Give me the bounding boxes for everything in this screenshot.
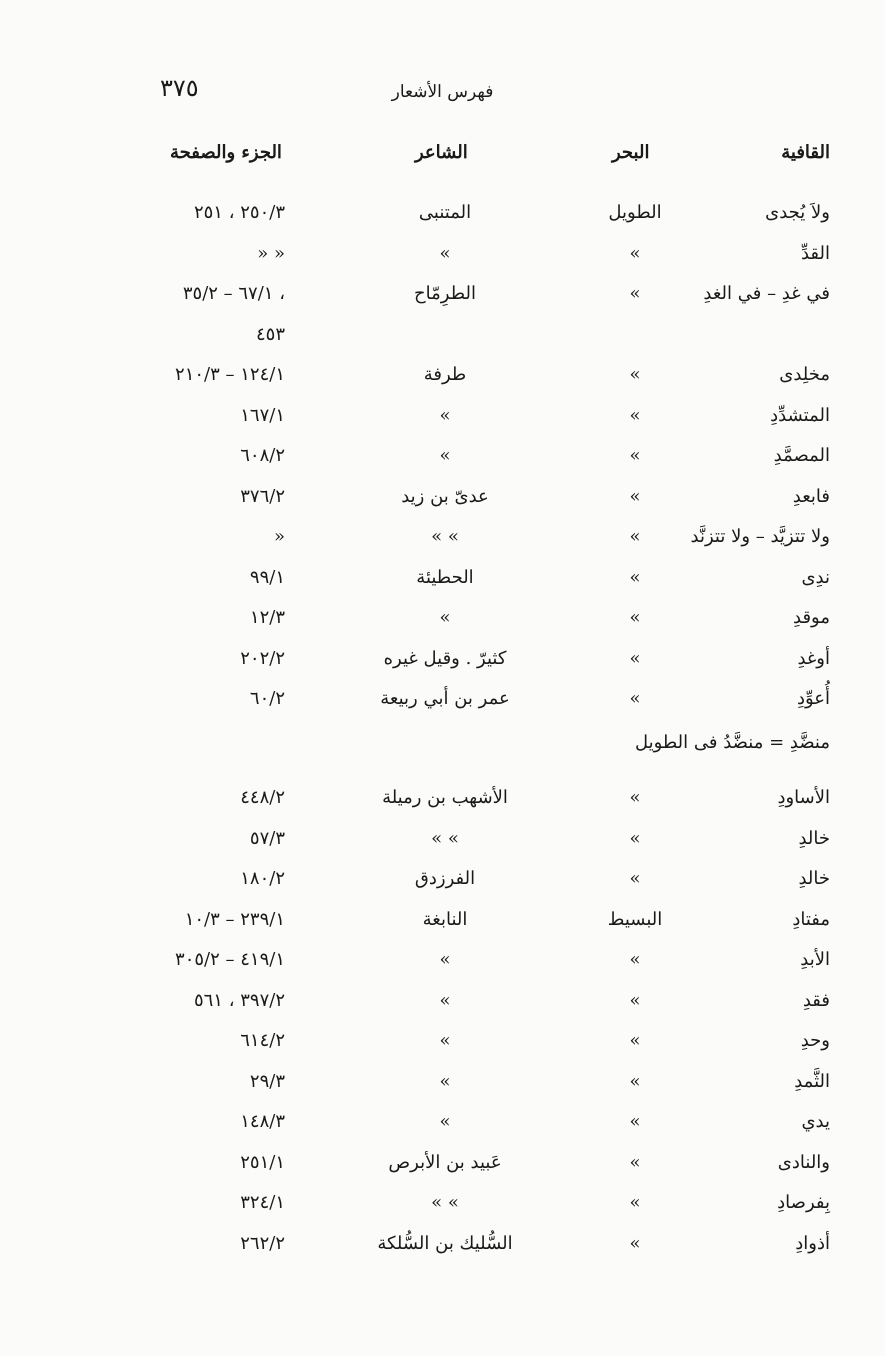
meter-cell: » — [629, 1030, 641, 1051]
page-number: ٣٧٥ — [160, 74, 199, 102]
rhyme-cell: مخلِدى — [779, 364, 830, 385]
volume-page-cell: ٦٠٨/٢ — [240, 445, 285, 466]
rhyme-cell: فقدِ — [802, 989, 830, 1011]
meter-cell: » — [629, 1111, 641, 1132]
rhyme-cell: الأبدِ — [800, 949, 830, 970]
volume-page-cell: ٣٢٤/١ — [240, 1192, 285, 1213]
meter-cell: الطويل — [608, 202, 662, 223]
volume-page-cell: ١٨٠/٢ — [240, 868, 285, 889]
rhyme-cell: والنادى — [777, 1151, 830, 1173]
table-row — [0, 787, 885, 827]
table-row — [0, 648, 885, 688]
meter-cell: » — [629, 283, 641, 304]
table-row — [0, 1152, 885, 1192]
volume-page-cell: ٤٥٣ — [255, 323, 285, 345]
volume-page-cell: ٢٣٩/١ – ١٠/٣ — [184, 908, 285, 930]
rhyme-cell: ولا تتزيَّد – ولا تتزنَّد — [690, 526, 830, 547]
table-row — [0, 607, 885, 647]
poet-cell: » — [439, 1070, 451, 1092]
volume-page-cell: ١٤٨/٣ — [240, 1111, 285, 1132]
rhyme-cell: الثَّمدِ — [794, 1070, 830, 1092]
rhyme-cell: المصمَّدِ — [773, 445, 830, 466]
poet-cell: المتنبى — [418, 202, 472, 223]
meter-cell: » — [629, 404, 641, 426]
poet-cell: » — [439, 1030, 451, 1051]
poet-cell: » — [439, 445, 451, 466]
table-row — [0, 405, 885, 445]
meter-cell: » — [629, 989, 641, 1011]
rhyme-cell: ولاَ يُجدى — [765, 202, 830, 223]
meter-cell: » — [629, 787, 641, 808]
rhyme-cell: بِفرصادِ — [777, 1192, 830, 1213]
rhyme-cell: أوغدِ — [797, 647, 830, 669]
poet-cell: الأشهب بن رميلة — [382, 787, 508, 808]
rhyme-cell: خالدِ — [798, 827, 830, 849]
rhyme-cell: خالدِ — [798, 868, 830, 889]
poet-cell: الحطيئة — [416, 566, 474, 588]
volume-page-cell: ٥٧/٣ — [249, 827, 285, 849]
column-header-rhyme: القافية — [781, 142, 830, 163]
table-row — [0, 1192, 885, 1232]
poet-cell: عَبيد بن الأبرص — [388, 1151, 502, 1173]
table-row — [0, 1030, 885, 1070]
table-row — [0, 486, 885, 526]
meter-cell: البسيط — [607, 908, 663, 930]
table-row — [0, 243, 885, 283]
poet-cell: » — [439, 607, 451, 628]
rhyme-cell: فابعدِ — [792, 485, 830, 507]
table-row — [0, 688, 885, 728]
meter-cell: » — [629, 364, 641, 385]
meter-cell: » — [629, 1151, 641, 1173]
page-title: فهرس الأشعار — [391, 82, 494, 102]
meter-cell: » — [629, 445, 641, 466]
meter-cell: » — [629, 1070, 641, 1092]
volume-page-cell: ١٢/٣ — [249, 607, 285, 628]
poet-cell: كثيرّ . وقيل غيره — [383, 647, 507, 669]
poet-cell: السُّليك بن السُّلكة — [377, 1232, 513, 1254]
table-row — [0, 1233, 885, 1273]
volume-page-cell: ١٦٧/١ — [240, 404, 285, 426]
volume-page-cell: » — [273, 526, 285, 547]
table-row — [0, 324, 885, 364]
rhyme-cell: المتشدِّدِ — [770, 404, 830, 426]
meter-cell: » — [629, 242, 641, 264]
table-row — [0, 445, 885, 485]
table-row — [0, 909, 885, 949]
poet-cell: الفرزدق — [414, 868, 476, 889]
rhyme-cell: مفتادِ — [792, 908, 830, 930]
volume-page-cell: ٦٠/٢ — [249, 688, 285, 709]
rhyme-cell: الأساودِ — [777, 787, 830, 808]
meter-cell: » — [629, 485, 641, 507]
table-row — [0, 364, 885, 404]
volume-page-cell: ٢٦٢/٢ — [240, 1232, 285, 1254]
table-row — [0, 567, 885, 607]
table-row — [0, 949, 885, 989]
meter-cell: » — [629, 868, 641, 889]
table-row — [0, 828, 885, 868]
volume-page-cell: » » — [257, 242, 285, 264]
volume-page-cell: ٤٤٨/٢ — [240, 787, 285, 808]
rhyme-cell: أُعوِّدِ — [796, 688, 830, 709]
meter-cell: » — [629, 688, 641, 709]
rhyme-cell: أذوادِ — [795, 1232, 830, 1254]
table-row — [0, 283, 885, 323]
poet-cell: » — [439, 1111, 451, 1132]
poet-cell: الطرِمّاح — [414, 283, 476, 304]
meter-cell: » — [629, 1232, 641, 1254]
volume-page-cell: ٢٩/٣ — [249, 1070, 285, 1092]
meter-cell: » — [629, 1192, 641, 1213]
poet-cell: طرفة — [423, 364, 467, 385]
volume-page-cell: ٢٥٠/٣ ، ٢٥١ — [193, 202, 285, 223]
volume-page-cell: ٢٠٢/٢ — [240, 647, 285, 669]
volume-page-cell: ٦١٤/٢ — [240, 1030, 285, 1051]
rhyme-cell: ندِى — [801, 566, 830, 588]
volume-page-cell: ٣٧٦/٢ — [240, 485, 285, 507]
poet-cell: عمر بن أبي ربيعة — [380, 688, 510, 709]
table-row — [0, 202, 885, 242]
poet-cell: » — [439, 989, 451, 1011]
table-row — [0, 868, 885, 908]
column-header-poet: الشاعر — [415, 142, 468, 163]
poet-cell: » — [439, 949, 451, 970]
poet-cell: » » — [431, 1192, 459, 1213]
rhyme-cell: موقدِ — [793, 607, 830, 628]
table-row — [0, 1111, 885, 1151]
volume-page-cell: ٣٩٧/٢ ، ٥٦١ — [193, 989, 285, 1011]
volume-page-cell: ٩٩/١ — [249, 566, 285, 588]
poet-cell: » — [439, 404, 451, 426]
meter-cell: » — [629, 647, 641, 669]
meter-cell: » — [629, 827, 641, 849]
volume-page-cell: ٦٧/١ – ٣٥/٢ ، — [182, 283, 285, 304]
poet-cell: » — [439, 242, 451, 264]
rhyme-cell: وحدِ — [800, 1030, 830, 1051]
volume-page-cell: ٢٥١/١ — [240, 1151, 285, 1173]
meter-cell: » — [629, 526, 641, 547]
volume-page-cell: ٤١٩/١ – ٣٠٥/٢ — [175, 949, 285, 970]
meter-cell: » — [629, 566, 641, 588]
rhyme-cell: يدي — [801, 1111, 830, 1132]
poet-cell: » » — [431, 526, 459, 547]
meter-cell: » — [629, 607, 641, 628]
column-header-meter: البحر — [612, 142, 650, 163]
volume-page-cell: ١٢٤/١ – ٢١٠/٣ — [175, 364, 285, 385]
meter-cell: » — [629, 949, 641, 970]
table-row — [0, 990, 885, 1030]
rhyme-cell: القدِّ — [800, 242, 830, 264]
rhyme-cell: في غدِ – في الغدِ — [703, 283, 830, 304]
table-row — [0, 526, 885, 566]
column-header-volume-page: الجزء والصفحة — [170, 142, 282, 163]
table-row — [0, 1071, 885, 1111]
poet-cell: النابغة — [422, 908, 468, 930]
poet-cell: عدىّ بن زيد — [401, 485, 489, 507]
poet-cell: » » — [431, 827, 459, 849]
cross-reference-note: منضَّدِ = منضَّدُ فى الطويل — [634, 732, 830, 753]
